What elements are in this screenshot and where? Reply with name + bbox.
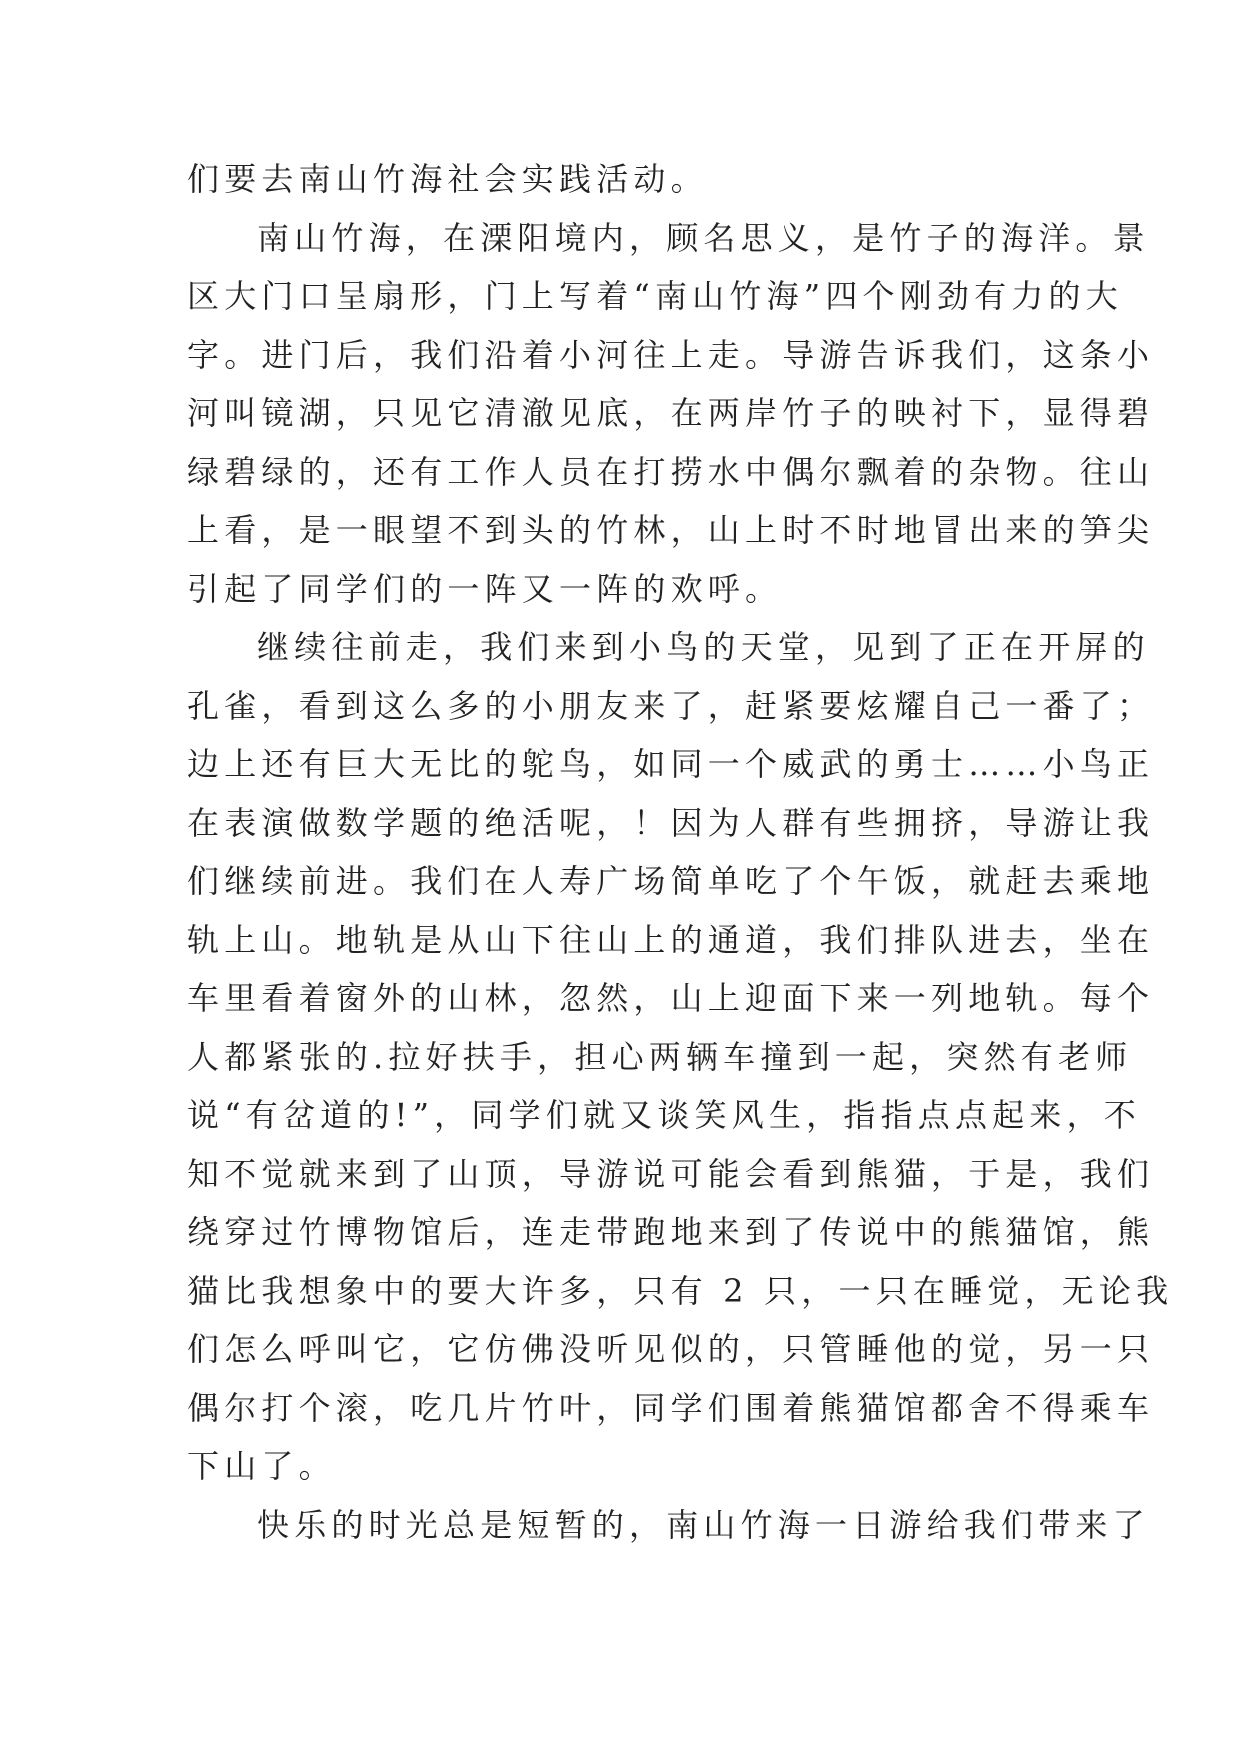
text-line: 猫比我想象中的要大许多，只有 2 只，一只在睡觉，无论我	[187, 1271, 1174, 1310]
text-line: 车里看着窗外的山林，忽然，山上迎面下来一列地轨。每个	[187, 979, 1155, 1017]
text-line: 说“有岔道的!”，同学们就又谈笑风生，指指点点起来，不	[187, 1096, 1141, 1134]
text-line: 们继续前进。我们在人寿广场简单吃了个午饭，就赶去乘地	[187, 862, 1155, 900]
text-line: 在表演做数学题的绝活呢，！因为人群有些拥挤，导游让我	[187, 803, 1155, 842]
text-line: 河叫镜湖，只见它清澈见底，在两岸竹子的映衬下，显得碧	[187, 394, 1155, 432]
text-line: 绿碧绿的，还有工作人员在打捞水中偶尔飘着的杂物。往山	[187, 452, 1155, 491]
text-line: 人都紧张的.拉好扶手，担心两辆车撞到一起，突然有老师	[187, 1037, 1133, 1076]
document-body	[187, 150, 1174, 1554]
text-line: 边上还有巨大无比的鸵鸟，如同一个威武的勇士……小鸟正	[187, 745, 1155, 783]
text-line: 轨上山。地轨是从山下往山上的通道，我们排队进去，坐在	[187, 920, 1155, 959]
paragraph-first-line: 继续往前走，我们来到小鸟的天堂，见到了正在开屏的	[257, 628, 1150, 666]
text-line: 引起了同学们的一阵又一阵的欢呼。	[187, 569, 783, 608]
paragraph-first-line: 快乐的时光总是短暂的，南山竹海一日游给我们带来了	[257, 1505, 1150, 1544]
text-line: 下山了。	[187, 1447, 336, 1485]
text-line: 上看，是一眼望不到头的竹林，山上时不时地冒出来的笋尖	[187, 511, 1155, 549]
text-line: 们怎么呼叫它，它仿佛没听见似的，只管睡他的觉，另一只	[187, 1330, 1155, 1368]
text-line: 区大门口呈扇形，门上写着“南山竹海”四个刚劲有力的大	[187, 277, 1123, 315]
text-line: 字。进门后，我们沿着小河往上走。导游告诉我们，这条小	[187, 335, 1155, 374]
paragraph-first-line: 南山竹海，在溧阳境内，顾名思义，是竹子的海洋。景	[257, 218, 1150, 257]
text-line: 偶尔打个滚，吃几片竹叶，同学们围着熊猫馆都舍不得乘车	[187, 1388, 1155, 1427]
text-line: 知不觉就来到了山顶，导游说可能会看到熊猫，于是，我们	[187, 1154, 1155, 1193]
text-line: 们要去南山竹海社会实践活动。	[187, 160, 708, 198]
text-line: 孔雀，看到这么多的小朋友来了，赶紧要炫耀自己一番了；	[187, 686, 1155, 725]
text-line: 绕穿过竹博物馆后，连走带跑地来到了传说中的熊猫馆，熊	[187, 1213, 1155, 1251]
